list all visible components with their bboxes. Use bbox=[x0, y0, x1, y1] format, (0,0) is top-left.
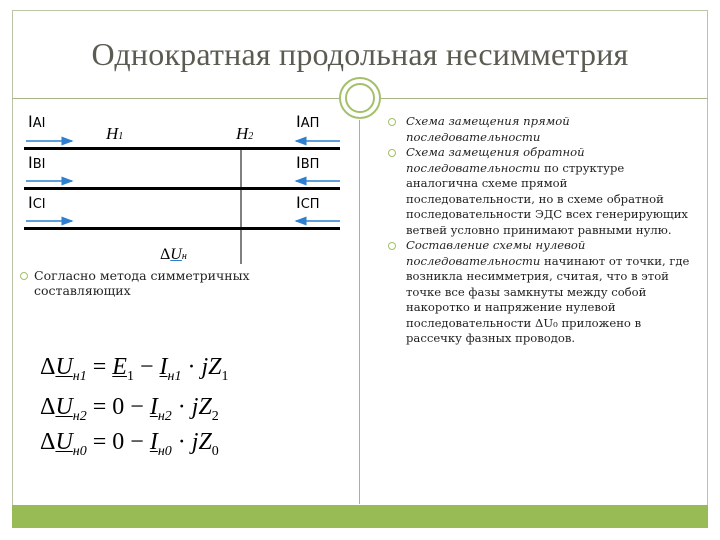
item-text: по структуре аналогична схеме прямой последовательности, но в схеме обратной последовательности ЭДС всех генерирующих ветвей условно принимают равными нулю. bbox=[406, 160, 688, 237]
eq1-i-sub: н1 bbox=[167, 369, 182, 384]
eq3-zero: 0 bbox=[112, 429, 125, 455]
eq2-delta: Δ bbox=[40, 394, 56, 420]
right-bullet-list bbox=[406, 114, 694, 347]
eq1-equals: = bbox=[86, 354, 113, 380]
eq3-i-sub: н0 bbox=[157, 444, 172, 459]
title-ornament-inner bbox=[345, 83, 375, 113]
equation-positive bbox=[40, 354, 228, 385]
eq2-jz: jZ bbox=[191, 394, 212, 420]
delta-u-delta: Δ bbox=[160, 246, 171, 263]
label-i-cii bbox=[296, 195, 320, 211]
bullet-marker bbox=[388, 149, 396, 157]
eq1-delta: Δ bbox=[40, 354, 56, 380]
eq3-u-sub: н0 bbox=[72, 444, 87, 459]
label-i-ci bbox=[28, 195, 46, 211]
eq1-e: E bbox=[112, 354, 127, 380]
node-h2-label bbox=[236, 125, 253, 142]
left-bullet-text: Согласно метода симметричных составляющих bbox=[34, 268, 250, 298]
equation-negative bbox=[40, 394, 219, 425]
eq2-dot: · bbox=[171, 394, 192, 420]
eq2-z-sub: 2 bbox=[211, 409, 219, 424]
label-i-aii bbox=[296, 114, 319, 130]
phase-diagram bbox=[24, 108, 340, 268]
label-i-ci-main: I bbox=[28, 193, 33, 212]
eq1-minus: − bbox=[133, 354, 160, 380]
item-text: начинают от точки, где возникла несимметрия, считая, что в этой точке все фазы замкнуты между собой накоротко и напряжение нулевой последовательности ΔU₀ приложено в рассечку фазных проводов. bbox=[406, 253, 690, 345]
eq3-u: U bbox=[55, 429, 73, 455]
equation-zero bbox=[40, 429, 219, 460]
eq1-e-sub: 1 bbox=[126, 369, 134, 384]
node-h1-main: H bbox=[106, 124, 119, 143]
label-i-ai-main: I bbox=[28, 112, 33, 131]
label-i-bii-sub: BП bbox=[300, 157, 320, 172]
list-item bbox=[406, 145, 694, 238]
eq3-i: I bbox=[149, 429, 158, 455]
node-h1-sub: 1 bbox=[118, 131, 124, 142]
phase-diagram-graphics bbox=[24, 108, 340, 268]
item-emphasis: Схема замещения прямой последовательности bbox=[406, 114, 570, 144]
label-i-aii-sub: AП bbox=[300, 116, 320, 131]
phase-a-line bbox=[24, 147, 340, 150]
eq2-u-sub: н2 bbox=[72, 409, 87, 424]
eq1-u-sub: н1 bbox=[72, 369, 87, 384]
label-i-cii-main: I bbox=[296, 193, 301, 212]
eq1-u: U bbox=[55, 354, 73, 380]
eq1-jz: jZ bbox=[201, 354, 222, 380]
label-i-aii-main: I bbox=[296, 112, 301, 131]
phase-b-line bbox=[24, 187, 340, 190]
eq2-minus: − bbox=[124, 394, 150, 420]
eq1-dot: · bbox=[181, 354, 202, 380]
delta-u-label bbox=[160, 247, 187, 263]
title-ornament-circle bbox=[339, 77, 381, 119]
label-i-bii bbox=[296, 155, 319, 171]
eq2-i: I bbox=[149, 394, 158, 420]
bullet-marker bbox=[388, 118, 396, 126]
eq3-delta: Δ bbox=[40, 429, 56, 455]
eq2-equals: = bbox=[86, 394, 113, 420]
eq3-jz: jZ bbox=[191, 429, 212, 455]
title-rule-right bbox=[380, 98, 708, 99]
eq1-i: I bbox=[159, 354, 168, 380]
bullet-marker-left bbox=[20, 272, 28, 280]
label-i-ai-sub: AI bbox=[32, 116, 46, 131]
label-i-bii-main: I bbox=[296, 153, 301, 172]
eq3-z-sub: 0 bbox=[211, 444, 219, 459]
eq1-z-sub: 1 bbox=[221, 369, 229, 384]
delta-u-main: U bbox=[170, 246, 182, 263]
node-h2-main: H bbox=[236, 124, 249, 143]
column-divider bbox=[359, 120, 360, 504]
label-i-bi-sub: BI bbox=[32, 157, 46, 172]
label-i-bi-main: I bbox=[28, 153, 33, 172]
bullet-marker bbox=[388, 242, 396, 250]
label-i-bi bbox=[28, 155, 45, 171]
label-i-cii-sub: CП bbox=[300, 197, 320, 212]
node-h1-label bbox=[106, 125, 123, 142]
list-item bbox=[406, 238, 694, 347]
eq2-i-sub: н2 bbox=[157, 409, 172, 424]
list-item bbox=[406, 114, 694, 145]
title-rule-left bbox=[12, 98, 340, 99]
delta-u-sub: н bbox=[181, 251, 187, 262]
eq3-dot: · bbox=[171, 429, 192, 455]
slide-title: Однократная продольная несимметрия bbox=[91, 36, 629, 72]
node-h2-sub: 2 bbox=[248, 131, 254, 142]
phase-c-line bbox=[24, 227, 340, 230]
item-emphasis: Составление схемы нулевой последовательности bbox=[406, 238, 586, 268]
bottom-accent-bar bbox=[12, 505, 708, 528]
item-emphasis: Схема замещения обратной последовательности bbox=[406, 145, 585, 175]
eq2-zero: 0 bbox=[112, 394, 125, 420]
eq3-minus: − bbox=[124, 429, 150, 455]
eq2-u: U bbox=[55, 394, 73, 420]
label-i-ai bbox=[28, 114, 45, 130]
label-i-ci-sub: CI bbox=[32, 197, 46, 212]
eq3-equals: = bbox=[86, 429, 113, 455]
